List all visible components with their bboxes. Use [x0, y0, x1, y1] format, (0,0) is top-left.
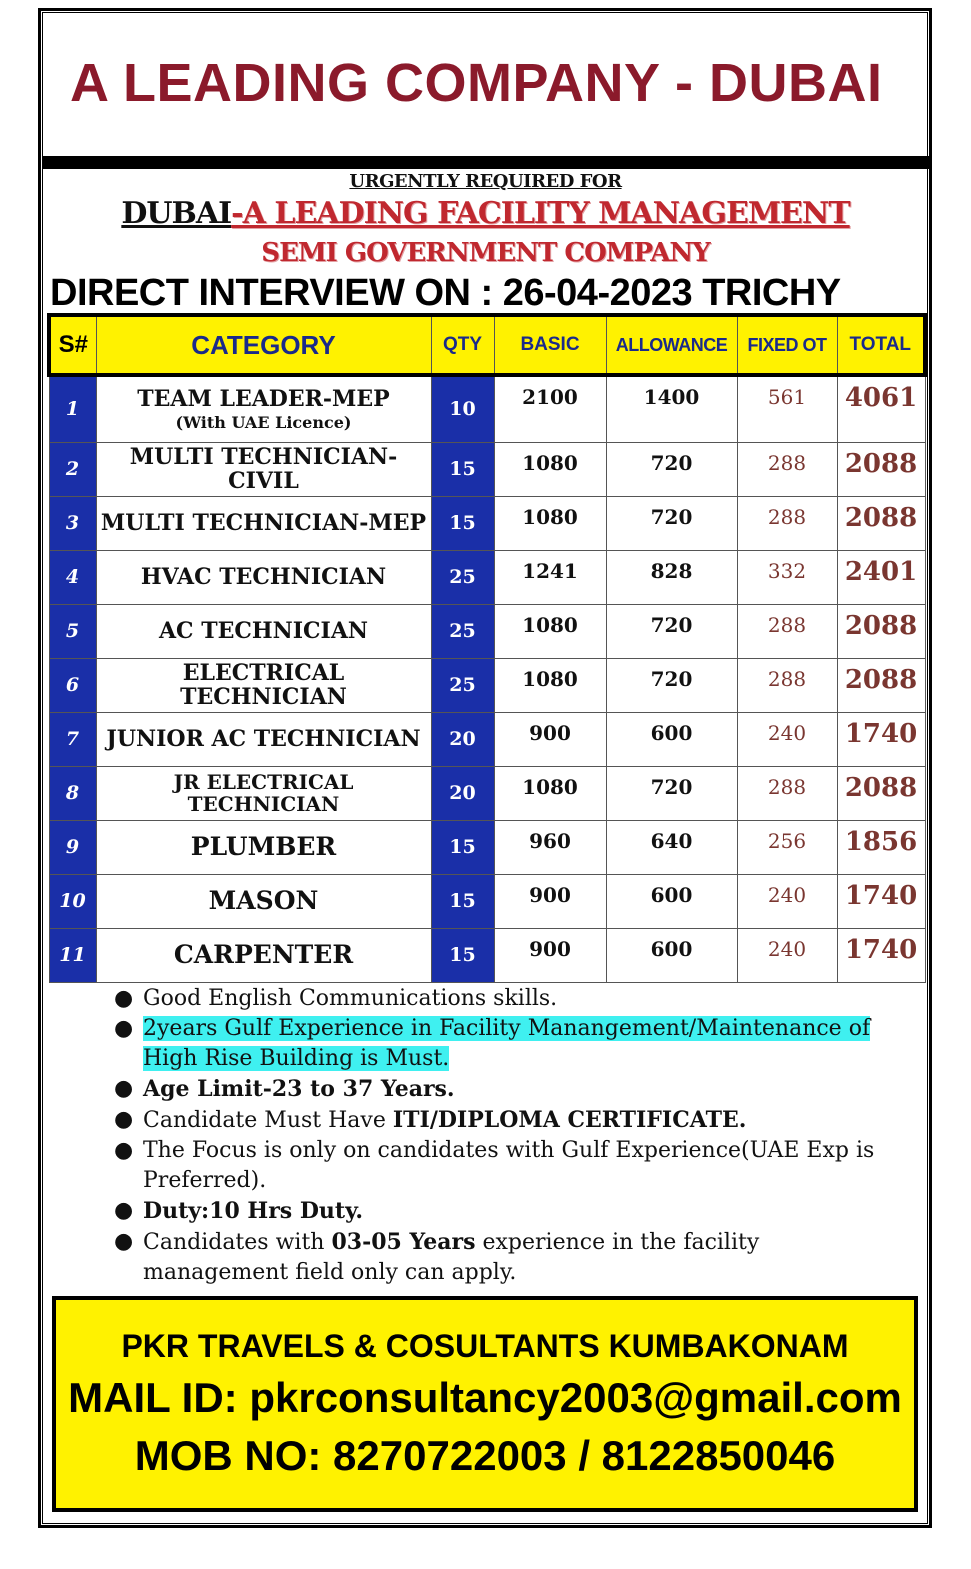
category-cell: MASON	[96, 874, 431, 928]
table-row	[49, 604, 925, 658]
fixed-ot-cell: 288	[737, 604, 837, 658]
row-number: 7	[49, 712, 96, 766]
contact-box	[52, 1296, 918, 1512]
basic-cell: 1080	[494, 766, 606, 820]
fixed-ot-cell: 288	[737, 658, 837, 712]
qty-cell: 20	[431, 766, 494, 820]
total-cell: 2088	[837, 496, 925, 550]
total-cell: 2088	[837, 766, 925, 820]
table-row	[49, 766, 925, 820]
bullet-icon: ●	[114, 1138, 134, 1163]
category-name: TEAM LEADER-MEP	[137, 385, 390, 412]
salary-table	[47, 313, 927, 983]
qty-cell: 15	[431, 442, 494, 496]
qty-cell: 15	[431, 496, 494, 550]
allowance-cell: 600	[606, 712, 737, 766]
allowance-cell: 600	[606, 928, 737, 982]
list-item	[108, 1136, 908, 1196]
category-cell: MULTI TECHNICIAN-MEP	[96, 496, 431, 550]
row-number: 10	[49, 874, 96, 928]
basic-cell: 1241	[494, 550, 606, 604]
fixed-ot-cell: 240	[737, 928, 837, 982]
allowance-cell: 720	[606, 766, 737, 820]
qty-cell: 10	[431, 375, 494, 442]
fixed-ot-cell: 288	[737, 766, 837, 820]
requirement-focus: The Focus is only on candidates with Gulf Experience(UAE Exp is Preferred).	[143, 1138, 875, 1193]
bullet-icon: ●	[114, 1229, 134, 1254]
row-number: 1	[49, 375, 96, 442]
category-cell: HVAC TECHNICIAN	[96, 550, 431, 604]
subheadline: SEMI GOVERNMENT COMPANY	[261, 238, 710, 268]
total-cell: 2088	[837, 604, 925, 658]
category-cell: AC TECHNICIAN	[96, 604, 431, 658]
basic-cell: 2100	[494, 375, 606, 442]
requirements-list	[108, 984, 908, 1288]
column-header-sn: S#	[49, 315, 96, 375]
row-number: 6	[49, 658, 96, 712]
table-row	[49, 375, 925, 442]
requirement-years: 03-05 Years	[331, 1229, 476, 1255]
column-header-qty: QTY	[431, 315, 494, 375]
total-cell: 2088	[837, 442, 925, 496]
table-row	[49, 874, 925, 928]
basic-cell: 960	[494, 820, 606, 874]
category-cell: PLUMBER	[96, 820, 431, 874]
qty-cell: 25	[431, 604, 494, 658]
table-row	[49, 442, 925, 496]
category-cell: ELECTRICAL TECHNICIAN	[96, 658, 431, 712]
allowance-cell: 600	[606, 874, 737, 928]
list-item	[108, 1014, 908, 1074]
table-row	[49, 658, 925, 712]
basic-cell: 900	[494, 928, 606, 982]
allowance-cell: 828	[606, 550, 737, 604]
requirement-age-limit: Age Limit-23 to 37 Years.	[143, 1076, 455, 1102]
basic-cell: 1080	[494, 496, 606, 550]
column-header-allowance: ALLOWANCE	[606, 315, 737, 375]
category-cell	[96, 375, 431, 442]
fixed-ot-cell: 288	[737, 496, 837, 550]
fixed-ot-cell: 288	[737, 442, 837, 496]
basic-cell: 1080	[494, 658, 606, 712]
requirement-years-prefix: Candidates with	[143, 1230, 332, 1255]
bullet-icon: ●	[114, 1198, 134, 1223]
allowance-cell: 1400	[606, 375, 737, 442]
requirement-certificate: ITI/DIPLOMA CERTIFICATE.	[392, 1107, 747, 1133]
fixed-ot-cell: 256	[737, 820, 837, 874]
list-item	[108, 1227, 908, 1288]
list-item	[108, 1196, 908, 1227]
qty-cell: 15	[431, 820, 494, 874]
category-cell: CARPENTER	[96, 928, 431, 982]
fixed-ot-cell: 332	[737, 550, 837, 604]
row-number: 5	[49, 604, 96, 658]
category-cell: JUNIOR AC TECHNICIAN	[96, 712, 431, 766]
row-number: 2	[49, 442, 96, 496]
row-number: 3	[49, 496, 96, 550]
fixed-ot-cell: 561	[737, 375, 837, 442]
divider-bar	[42, 156, 930, 169]
fixed-ot-cell: 240	[737, 712, 837, 766]
company-title: A LEADING COMPANY - DUBAI	[70, 53, 883, 113]
fixed-ot-cell: 240	[737, 874, 837, 928]
allowance-cell: 720	[606, 658, 737, 712]
category-note: (With UAE Licence)	[175, 413, 352, 433]
table-row	[49, 550, 925, 604]
category-cell: JR ELECTRICAL TECHNICIAN	[96, 766, 431, 820]
basic-cell: 1080	[494, 604, 606, 658]
total-cell: 4061	[837, 375, 925, 442]
allowance-cell: 720	[606, 496, 737, 550]
agency-name: PKR TRAVELS & COSULTANTS KUMBAKONAM	[121, 1328, 849, 1364]
list-item	[108, 1074, 908, 1105]
urgent-heading: URGENTLY REQUIRED FOR	[349, 171, 622, 192]
column-header-fixed-ot: FIXED OT	[737, 315, 837, 375]
headline-city: DUBAI	[121, 196, 232, 231]
list-item	[108, 1105, 908, 1136]
total-cell: 1856	[837, 820, 925, 874]
table-row	[49, 496, 925, 550]
basic-cell: 1080	[494, 442, 606, 496]
allowance-cell: 720	[606, 604, 737, 658]
total-cell: 2401	[837, 550, 925, 604]
requirement-duty: Duty:10 Hrs Duty.	[143, 1198, 363, 1224]
basic-cell: 900	[494, 874, 606, 928]
total-cell: 1740	[837, 928, 925, 982]
qty-cell: 15	[431, 874, 494, 928]
mail-id: MAIL ID: pkrconsultancy2003@gmail.com	[68, 1374, 902, 1421]
total-cell: 1740	[837, 712, 925, 766]
mobile-numbers: MOB NO: 8270722003 / 8122850046	[134, 1432, 836, 1479]
table-row	[49, 928, 925, 982]
category-cell: MULTI TECHNICIAN-CIVIL	[96, 442, 431, 496]
total-cell: 2088	[837, 658, 925, 712]
row-number: 8	[49, 766, 96, 820]
table-row	[49, 820, 925, 874]
allowance-cell: 640	[606, 820, 737, 874]
qty-cell: 25	[431, 658, 494, 712]
row-number: 11	[49, 928, 96, 982]
bullet-icon: ●	[114, 1016, 134, 1041]
requirement-certificate-prefix: Candidate Must Have	[143, 1108, 393, 1133]
requirement-english: Good English Communications skills.	[143, 986, 558, 1011]
qty-cell: 15	[431, 928, 494, 982]
qty-cell: 20	[431, 712, 494, 766]
interview-line: DIRECT INTERVIEW ON : 26-04-2023 TRICHY	[50, 272, 841, 314]
table-header-row	[49, 315, 925, 375]
requirement-gulf-experience: 2years Gulf Experience in Facility Manangement/Maintenance of High Rise Building is Must.	[143, 1016, 871, 1071]
column-header-total: TOTAL	[837, 315, 925, 375]
bullet-icon: ●	[114, 986, 134, 1011]
list-item	[108, 984, 908, 1014]
basic-cell: 900	[494, 712, 606, 766]
requirement-years-suffix: experience in the facility management field only can apply.	[143, 1230, 760, 1285]
bullet-icon: ●	[114, 1107, 134, 1132]
headline	[0, 196, 971, 231]
allowance-cell: 720	[606, 442, 737, 496]
column-header-basic: BASIC	[494, 315, 606, 375]
qty-cell: 25	[431, 550, 494, 604]
bullet-icon: ●	[114, 1076, 134, 1101]
headline-rest: -A LEADING FACILITY MANAGEMENT	[231, 196, 850, 231]
table-row	[49, 712, 925, 766]
row-number: 9	[49, 820, 96, 874]
row-number: 4	[49, 550, 96, 604]
total-cell: 1740	[837, 874, 925, 928]
column-header-category: CATEGORY	[96, 315, 431, 375]
